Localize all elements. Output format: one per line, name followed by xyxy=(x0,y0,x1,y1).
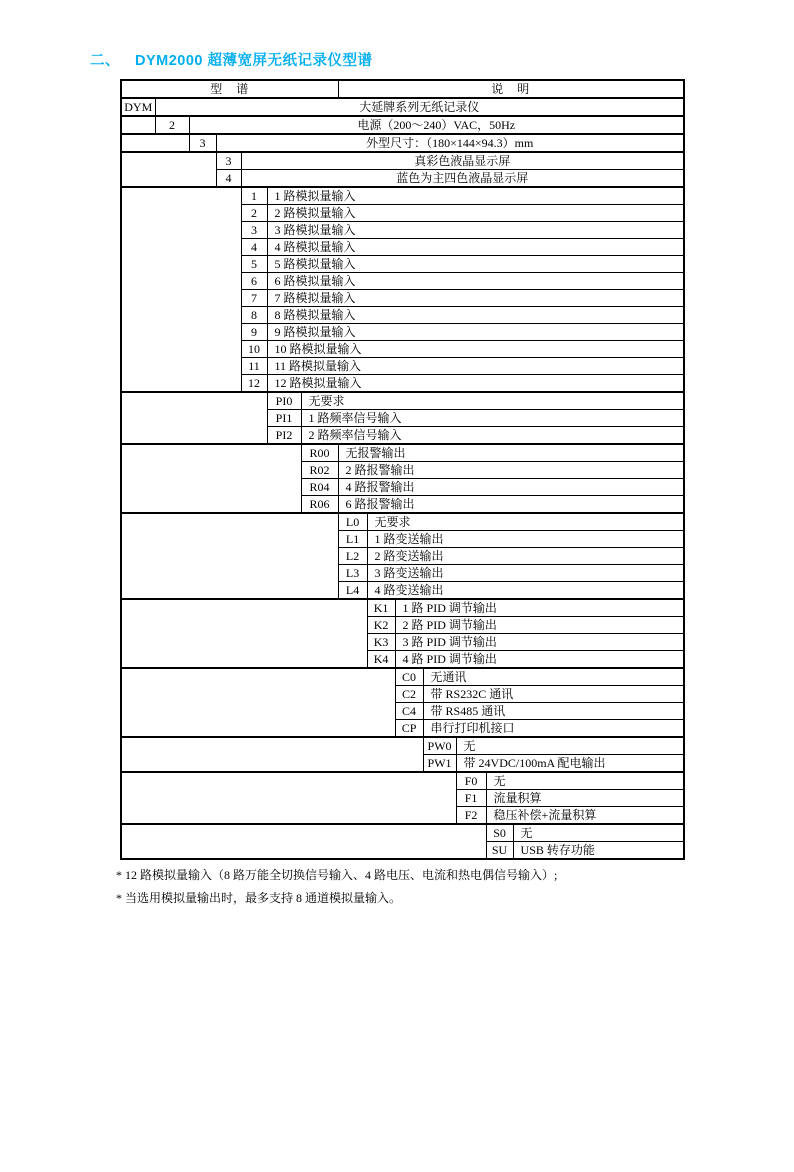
desc-cell: 6 路模拟量输入 xyxy=(267,273,684,290)
desc-cell: 大延牌系列无纸记录仪 xyxy=(155,98,684,116)
code-cell: R00 xyxy=(301,444,338,462)
desc-cell: 2 路 PID 调节输出 xyxy=(395,617,684,634)
desc-cell: 2 路模拟量输入 xyxy=(267,205,684,222)
desc-cell: 带 RS232C 通讯 xyxy=(423,686,684,703)
code-cell: 1 xyxy=(241,187,267,205)
page-title xyxy=(90,49,794,70)
page-title-number: 二、 xyxy=(90,53,120,69)
table-row xyxy=(121,98,684,116)
desc-cell: 无 xyxy=(456,737,684,755)
code-cell: L3 xyxy=(338,565,367,582)
spacer-cell xyxy=(121,599,367,668)
code-cell: F1 xyxy=(456,790,486,807)
code-cell: L4 xyxy=(338,582,367,600)
table-row xyxy=(121,392,684,410)
code-cell: K3 xyxy=(367,634,395,651)
spacer-cell xyxy=(121,824,486,859)
desc-cell: 带 24VDC/100mA 配电输出 xyxy=(456,755,684,773)
footnote: * 12 路模拟量输入（8 路万能全切换信号输入、4 路电压、电流和热电偶信号输入）; xyxy=(116,868,558,882)
desc-cell: 4 路 PID 调节输出 xyxy=(395,651,684,669)
table-row xyxy=(121,824,684,842)
desc-cell: 串行打印机接口 xyxy=(423,720,684,738)
spacer-cell xyxy=(121,772,456,824)
code-cell: F2 xyxy=(456,807,486,825)
code-cell: PW0 xyxy=(423,737,456,755)
code-cell: 2 xyxy=(241,205,267,222)
code-cell: 4 xyxy=(216,170,241,188)
spacer-cell xyxy=(121,134,189,152)
code-cell: PI0 xyxy=(267,392,301,410)
desc-cell: 真彩色液晶显示屏 xyxy=(241,152,684,170)
desc-cell: 4 路变送输出 xyxy=(367,582,684,600)
header-model-spectrum: 型 谱 xyxy=(121,80,338,98)
desc-cell: 蓝色为主四色液晶显示屏 xyxy=(241,170,684,188)
code-cell: 11 xyxy=(241,358,267,375)
code-cell: SU xyxy=(486,842,513,860)
desc-cell: 2 路变送输出 xyxy=(367,548,684,565)
desc-cell: 8 路模拟量输入 xyxy=(267,307,684,324)
code-cell: F0 xyxy=(456,772,486,790)
code-cell: 3 xyxy=(189,134,216,152)
code-cell: 9 xyxy=(241,324,267,341)
code-cell: 8 xyxy=(241,307,267,324)
table-row xyxy=(121,152,684,170)
code-cell: R02 xyxy=(301,462,338,479)
footnote: * 当选用模拟量输出时，最多支持 8 通道模拟量输入。 xyxy=(116,891,402,905)
code-cell: R06 xyxy=(301,496,338,514)
code-cell: PI2 xyxy=(267,427,301,445)
code-cell: 6 xyxy=(241,273,267,290)
spacer-cell xyxy=(121,116,155,134)
code-cell: 12 xyxy=(241,375,267,393)
desc-cell: 2 路报警输出 xyxy=(338,462,684,479)
code-cell: PW1 xyxy=(423,755,456,773)
code-cell: L1 xyxy=(338,531,367,548)
header-description: 说 明 xyxy=(338,80,684,98)
code-cell: DYM xyxy=(121,98,155,116)
desc-cell: 外型尺寸：（180×144×94.3）mm xyxy=(216,134,684,152)
code-cell: L2 xyxy=(338,548,367,565)
model-spectrum-table xyxy=(120,79,685,860)
table-body xyxy=(121,98,684,859)
code-cell: K1 xyxy=(367,599,395,617)
table-row xyxy=(121,599,684,617)
desc-cell: USB 转存功能 xyxy=(513,842,684,860)
desc-cell: 无通讯 xyxy=(423,668,684,686)
page-title-text: DYM2000 超薄宽屏无纸记录仪型谱 xyxy=(135,53,373,69)
code-cell: 2 xyxy=(155,116,189,134)
desc-cell: 2 路频率信号输入 xyxy=(301,427,684,445)
code-cell: S0 xyxy=(486,824,513,842)
table-header-row xyxy=(121,80,684,98)
desc-cell: 无要求 xyxy=(301,392,684,410)
footnotes xyxy=(116,868,794,905)
code-cell: K2 xyxy=(367,617,395,634)
table-row xyxy=(121,772,684,790)
desc-cell: 11 路模拟量输入 xyxy=(267,358,684,375)
desc-cell: 5 路模拟量输入 xyxy=(267,256,684,273)
table-row xyxy=(121,668,684,686)
desc-cell: 4 路模拟量输入 xyxy=(267,239,684,256)
desc-cell: 3 路模拟量输入 xyxy=(267,222,684,239)
desc-cell: 1 路模拟量输入 xyxy=(267,187,684,205)
spacer-cell xyxy=(121,152,216,187)
code-cell: 7 xyxy=(241,290,267,307)
code-cell: L0 xyxy=(338,513,367,531)
desc-cell: 3 路变送输出 xyxy=(367,565,684,582)
table-row xyxy=(121,737,684,755)
desc-cell: 无报警输出 xyxy=(338,444,684,462)
desc-cell: 10 路模拟量输入 xyxy=(267,341,684,358)
desc-cell: 6 路报警输出 xyxy=(338,496,684,514)
code-cell: C4 xyxy=(395,703,423,720)
code-cell: K4 xyxy=(367,651,395,669)
desc-cell: 9 路模拟量输入 xyxy=(267,324,684,341)
desc-cell: 带 RS485 通讯 xyxy=(423,703,684,720)
spacer-cell xyxy=(121,187,241,392)
desc-cell: 无 xyxy=(513,824,684,842)
desc-cell: 无要求 xyxy=(367,513,684,531)
desc-cell: 稳压补偿+流量积算 xyxy=(486,807,684,825)
code-cell: 4 xyxy=(241,239,267,256)
desc-cell: 1 路 PID 调节输出 xyxy=(395,599,684,617)
table-row xyxy=(121,134,684,152)
table-row xyxy=(121,116,684,134)
desc-cell: 12 路模拟量输入 xyxy=(267,375,684,393)
code-cell: CP xyxy=(395,720,423,738)
code-cell: R04 xyxy=(301,479,338,496)
code-cell: 5 xyxy=(241,256,267,273)
table-row xyxy=(121,513,684,531)
desc-cell: 7 路模拟量输入 xyxy=(267,290,684,307)
spacer-cell xyxy=(121,513,338,599)
code-cell: C0 xyxy=(395,668,423,686)
code-cell: 10 xyxy=(241,341,267,358)
spacer-cell xyxy=(121,392,267,444)
table-row xyxy=(121,444,684,462)
spacer-cell xyxy=(121,444,301,513)
code-cell: PI1 xyxy=(267,410,301,427)
table-row xyxy=(121,187,684,205)
spacer-cell xyxy=(121,737,423,772)
code-cell: C2 xyxy=(395,686,423,703)
desc-cell: 电源（200～240）VAC，50Hz xyxy=(189,116,684,134)
code-cell: 3 xyxy=(241,222,267,239)
desc-cell: 1 路频率信号输入 xyxy=(301,410,684,427)
code-cell: 3 xyxy=(216,152,241,170)
desc-cell: 无 xyxy=(486,772,684,790)
desc-cell: 1 路变送输出 xyxy=(367,531,684,548)
desc-cell: 4 路报警输出 xyxy=(338,479,684,496)
spacer-cell xyxy=(121,668,395,737)
desc-cell: 流量积算 xyxy=(486,790,684,807)
desc-cell: 3 路 PID 调节输出 xyxy=(395,634,684,651)
document-page xyxy=(0,49,794,1172)
